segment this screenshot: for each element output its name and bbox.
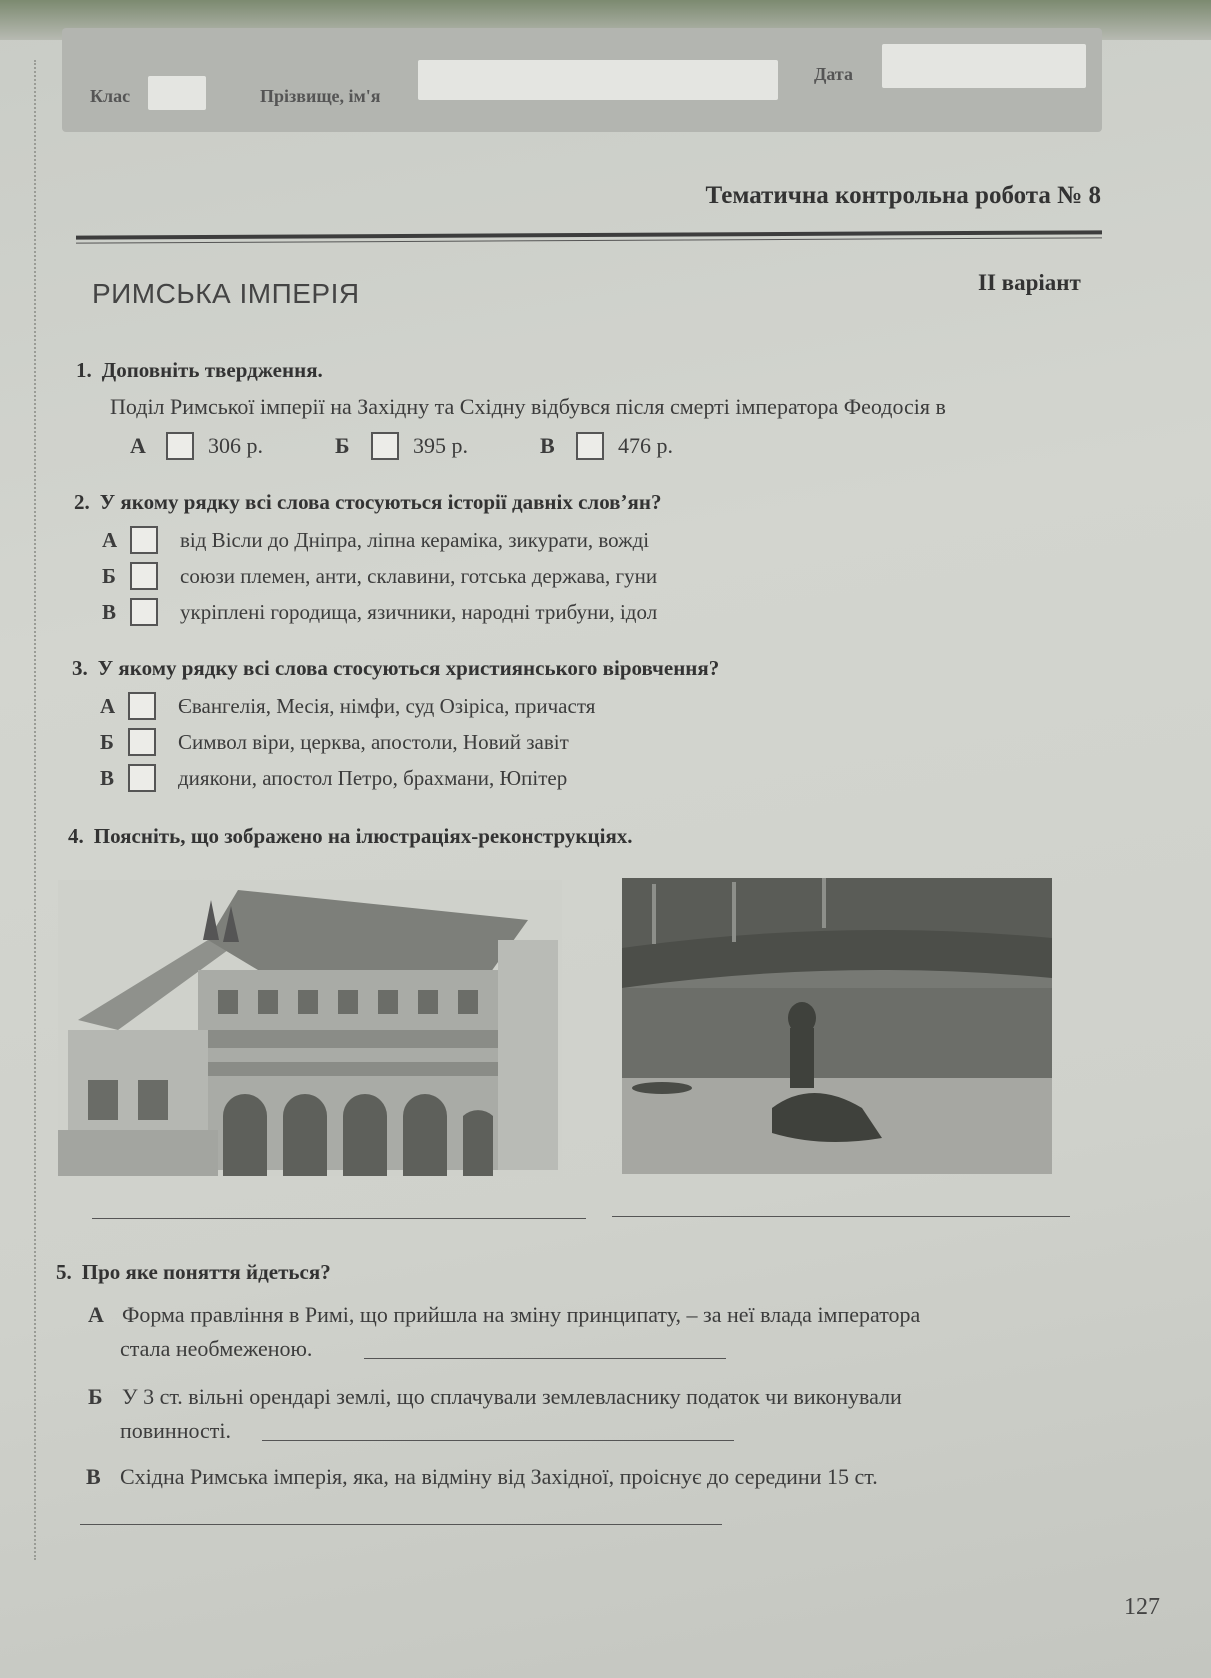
item-text: Східна Римська імперія, яка, на відміну від Західної, проіснує до середини 15 ст.: [120, 1464, 878, 1489]
section-title: РИМСЬКА ІМПЕРІЯ: [92, 278, 360, 309]
question-text: Поясніть, що зображено на ілюстраціях-реконструкціях.: [93, 824, 633, 848]
option-b: [335, 432, 468, 460]
class-label: Клас: [90, 86, 131, 106]
question-2-option-a: [102, 526, 649, 554]
option-text: від Вісли до Дніпра, ліпна кераміка, зикурати, вожді: [180, 527, 650, 552]
question-text: Про яке поняття йдеться?: [81, 1260, 331, 1284]
question-number: 5.: [56, 1260, 72, 1284]
answer-line-c[interactable]: [80, 1524, 722, 1525]
test-title: Тематична контрольна робота № 8: [705, 182, 1101, 209]
question-2-option-b: [102, 562, 657, 590]
question-4-title: [68, 824, 633, 849]
option-letter: В: [100, 765, 115, 790]
question-number: 1.: [76, 358, 92, 382]
question-5-item-b-cont: повинності.: [120, 1418, 232, 1443]
question-1-title: [76, 358, 323, 383]
option-a: [130, 432, 263, 460]
option-c: [540, 432, 673, 460]
question-2-title: [74, 490, 661, 515]
option-text: Символ віри, церква, апостоли, Новий завіт: [178, 729, 569, 754]
option-text: 395 р.: [413, 433, 468, 458]
answer-line-1[interactable]: [92, 1218, 586, 1219]
answer-checkbox[interactable]: [166, 432, 194, 460]
class-field[interactable]: [148, 76, 206, 110]
name-label: Прізвище, ім'я: [260, 86, 381, 106]
option-text: укріплені городища, язичники, народні трибуни, ідол: [180, 599, 658, 624]
option-text: Євангелія, Месія, німфи, суд Озіріса, причастя: [178, 693, 596, 718]
answer-checkbox[interactable]: [130, 562, 158, 590]
name-field[interactable]: [418, 60, 778, 100]
question-number: 4.: [68, 824, 84, 848]
question-3-option-b: [100, 728, 569, 756]
question-5-item-c: [86, 1464, 878, 1490]
question-text: Доповніть твердження.: [101, 358, 323, 382]
question-text: У якому рядку всі слова стосуються історії давніх слов’ян?: [99, 490, 662, 514]
answer-checkbox[interactable]: [576, 432, 604, 460]
item-text: Форма правління в Римі, що прийшла на зміну принципату, – за неї влада імператора: [122, 1302, 921, 1327]
question-3-option-c: [100, 764, 567, 792]
answer-checkbox[interactable]: [128, 728, 156, 756]
question-5-item-b: [88, 1384, 902, 1410]
student-info-header: [62, 28, 1102, 132]
answer-line-2[interactable]: [612, 1216, 1070, 1217]
answer-line-b[interactable]: [262, 1440, 734, 1441]
question-number: 2.: [74, 490, 90, 514]
option-text: союзи племен, анти, склавини, готська держава, гуни: [180, 563, 658, 588]
question-3-title: [72, 656, 719, 681]
page-number: 127: [1124, 1594, 1160, 1620]
question-5-title: [56, 1260, 331, 1285]
option-letter: А: [100, 693, 116, 718]
item-letter: А: [88, 1302, 104, 1327]
roman-insula-illustration: [58, 880, 562, 1176]
question-text: У якому рядку всі слова стосуються християнського віровчення?: [97, 656, 720, 680]
date-field[interactable]: [882, 44, 1086, 88]
option-text: 476 р.: [618, 433, 673, 458]
question-1-statement: Поділ Римської імперії на Західну та Східну відбувся після смерті імператора Феодосія в: [110, 394, 946, 419]
question-3-option-a: [100, 692, 595, 720]
option-letter: В: [540, 433, 555, 458]
answer-checkbox[interactable]: [130, 526, 158, 554]
margin-perforation: [34, 60, 36, 1560]
question-5-item-a-cont: стала необмеженою.: [120, 1336, 313, 1361]
gladiator-arena-illustration: [622, 878, 1052, 1174]
option-letter: А: [130, 433, 146, 458]
option-letter: Б: [102, 563, 116, 588]
question-2-option-c: [102, 598, 657, 626]
answer-checkbox[interactable]: [130, 598, 158, 626]
option-letter: А: [102, 527, 118, 552]
answer-checkbox[interactable]: [128, 692, 156, 720]
item-letter: Б: [88, 1384, 103, 1409]
question-1-options: [130, 432, 745, 460]
question-5-item-a: [88, 1302, 920, 1328]
option-letter: Б: [100, 729, 114, 754]
date-label: Дата: [814, 64, 853, 84]
item-text: У 3 ст. вільні орендарі землі, що сплачували землевласнику податок чи виконували: [122, 1384, 902, 1409]
option-text: диякони, апостол Петро, брахмани, Юпітер: [178, 765, 568, 790]
option-letter: В: [102, 599, 117, 624]
question-number: 3.: [72, 656, 88, 680]
variant-label: ІІ варіант: [978, 270, 1081, 295]
option-text: 306 р.: [208, 433, 263, 458]
item-letter: В: [86, 1464, 101, 1489]
option-letter: Б: [335, 433, 350, 458]
answer-checkbox[interactable]: [128, 764, 156, 792]
answer-line-a[interactable]: [364, 1358, 726, 1359]
answer-checkbox[interactable]: [371, 432, 399, 460]
